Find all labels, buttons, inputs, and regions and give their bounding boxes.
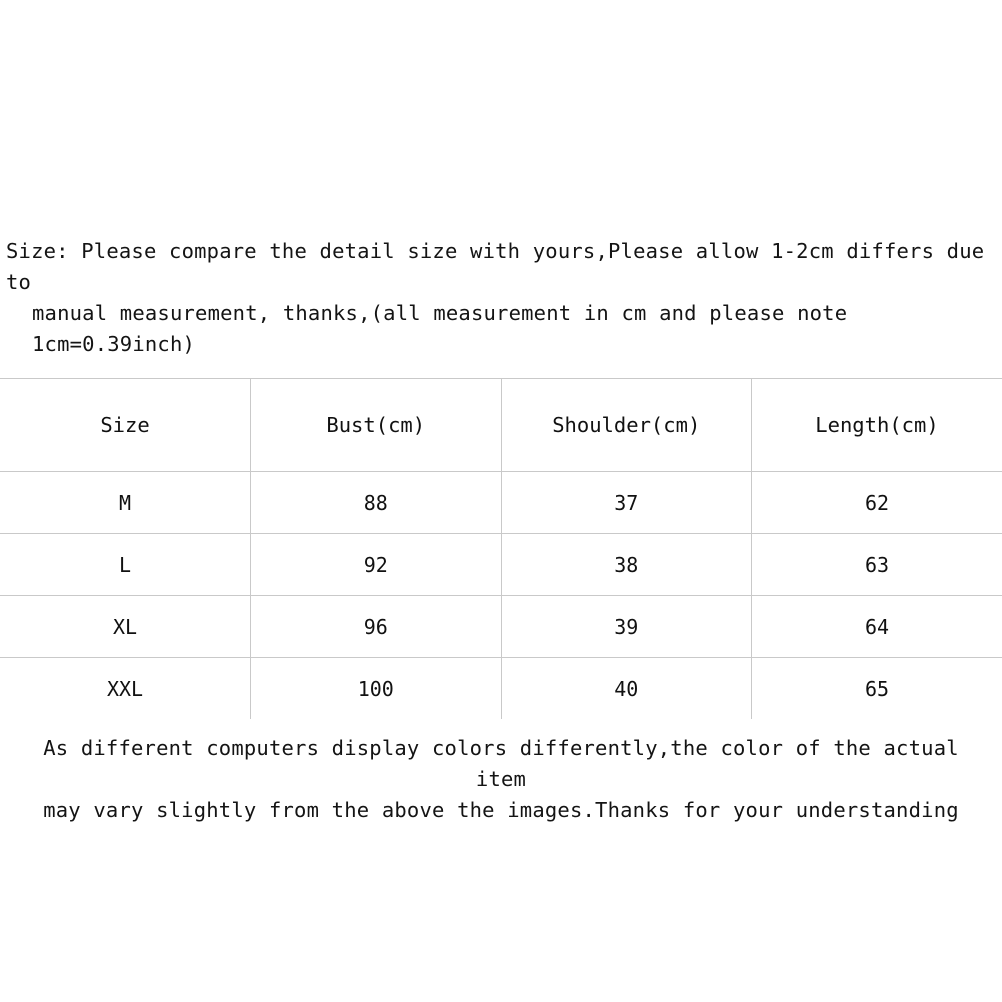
cell-shoulder: 37 (501, 472, 752, 534)
cell-length: 64 (752, 596, 1002, 658)
cell-shoulder: 40 (501, 658, 752, 720)
cell-size: XL (0, 596, 251, 658)
table-row (0, 658, 1002, 720)
table-row (0, 472, 1002, 534)
cell-length: 65 (752, 658, 1002, 720)
column-header-length: Length(cm) (752, 379, 1002, 472)
column-header-shoulder: Shoulder(cm) (501, 379, 752, 472)
measurement-note-line-2: manual measurement, thanks,(all measurement in cm and please note 1cm=0.39inch) (32, 301, 848, 356)
color-disclaimer-line-2: may vary slightly from the above the images.Thanks for your understanding (43, 798, 959, 822)
column-header-size: Size (0, 379, 251, 472)
table-row (0, 596, 1002, 658)
cell-length: 62 (752, 472, 1002, 534)
cell-bust: 92 (251, 534, 502, 596)
cell-length: 63 (752, 534, 1002, 596)
table-header-row (0, 379, 1002, 472)
size-chart-content (0, 236, 1002, 826)
cell-bust: 100 (251, 658, 502, 720)
cell-shoulder: 39 (501, 596, 752, 658)
measurement-note (0, 236, 1002, 360)
cell-size: M (0, 472, 251, 534)
measurement-note-line-1: Size: Please compare the detail size with yours,Please allow 1-2cm differs due to (6, 239, 985, 294)
table-row (0, 534, 1002, 596)
color-disclaimer-note (0, 733, 1002, 826)
cell-bust: 88 (251, 472, 502, 534)
cell-size: L (0, 534, 251, 596)
cell-bust: 96 (251, 596, 502, 658)
cell-size: XXL (0, 658, 251, 720)
size-table (0, 378, 1002, 719)
column-header-bust: Bust(cm) (251, 379, 502, 472)
color-disclaimer-line-1: As different computers display colors differently,the color of the actual item (43, 736, 959, 791)
cell-shoulder: 38 (501, 534, 752, 596)
